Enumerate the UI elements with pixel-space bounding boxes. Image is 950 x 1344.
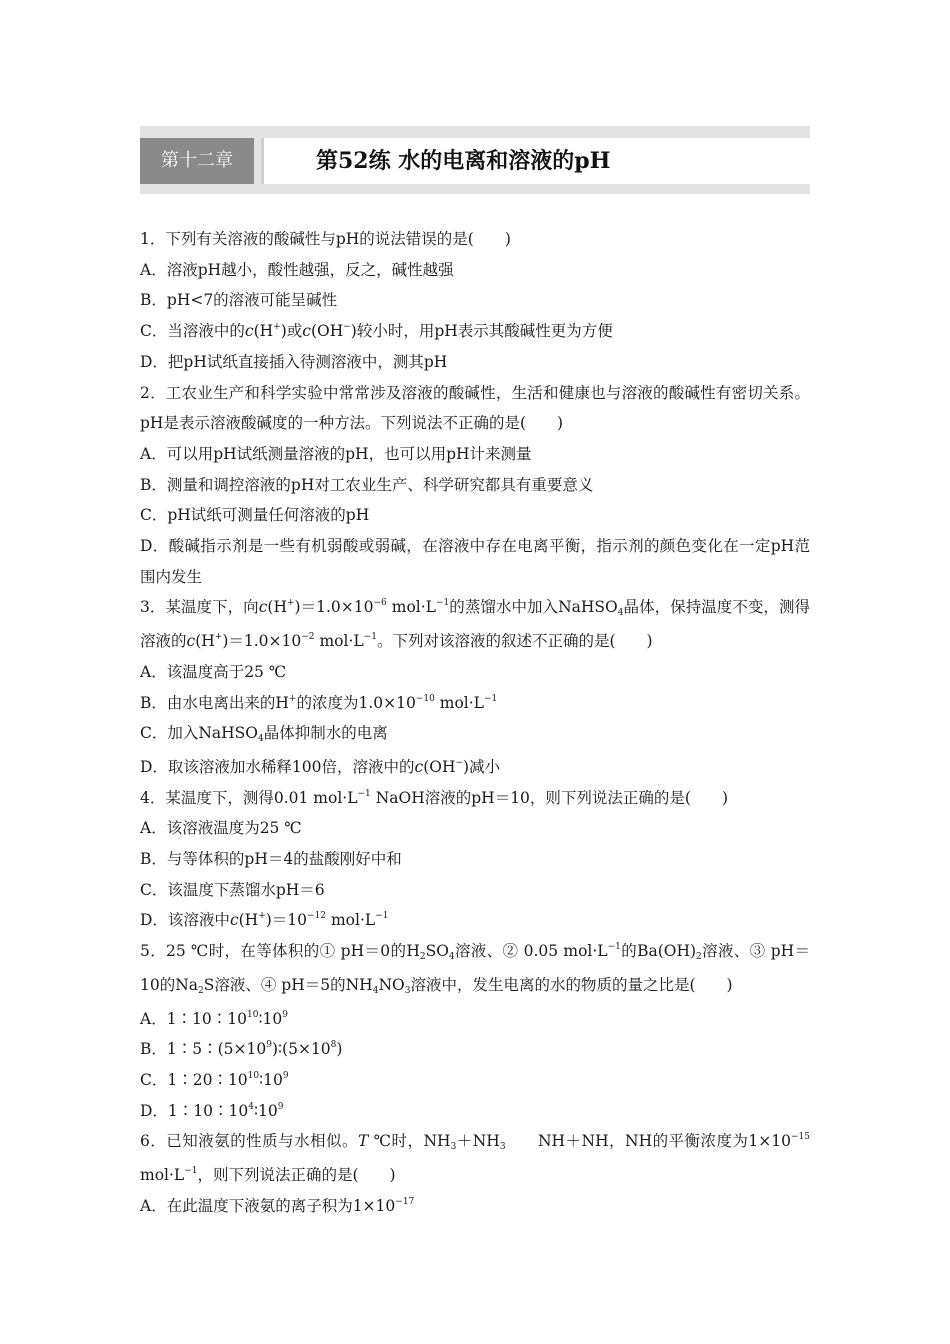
q6-stem: 6．已知液氨的性质与水相似。T ℃时，$NH_3+NH_3$ NH＋NH，NH的平衡浓度为$1\times 10^{-15}$ $mol\cdot L^{-1}$，则下列说法正确的是( ) — [140, 1132, 810, 1185]
q4-option-d: D．该溶液中$c(H^+)=10^{-12}$ $mol\cdot L^{-1}$ — [140, 911, 389, 930]
q5-option-c: C．$1∶20∶10^{10}∶10^9$ — [140, 1070, 289, 1089]
q2-option-a: A．可以用pH试纸测量溶液的pH，也可以用pH计来测量 — [140, 444, 532, 463]
chapter-header — [140, 126, 810, 194]
q1-option-d: D．把pH试纸直接插入待测溶液中，测其pH — [140, 352, 448, 371]
question-list — [140, 224, 810, 1222]
q3-option-a: A．该温度高于25 ℃ — [140, 662, 287, 681]
title-box — [264, 138, 810, 184]
page-title: 第52练 水的电离和溶液的pH — [316, 148, 611, 174]
chapter-label: 第十二章 — [140, 138, 254, 184]
q5-option-a: A．$1∶10∶10^{10}∶10^9$ — [140, 1009, 288, 1028]
q4-option-b: B．与等体积的pH＝4的盐酸刚好中和 — [140, 850, 402, 869]
q4-option-c: C．该温度下蒸馏水pH＝6 — [140, 880, 325, 899]
q5-stem: 5．25 ℃时，在等体积的① pH＝0的$H_2SO_4$溶液、② 0.05 $mol\cdot L^{-1}$的$Ba(OH)_2$溶液、③ pH＝10的$Na_2S$溶液、④ pH＝5的$NH_4NO_3$溶液中，发生电离的水的物质的量之比是( ) — [140, 942, 811, 996]
q2-option-b: B．测量和调控溶液的pH对工农业生产、科学研究都具有重要意义 — [140, 475, 594, 494]
q4-option-a: A．该溶液温度为25 ℃ — [140, 819, 302, 838]
q2-stem: 2．工农业生产和科学实验中常常涉及溶液的酸碱性，生活和健康也与溶液的酸碱性有密切关系。pH是表示溶液酸碱度的一种方法。下列说法不正确的是( ) — [140, 383, 810, 433]
q3-option-c: C．加入NaHSO$_4$晶体抑制水的电离 — [140, 724, 388, 745]
q4-stem: 4．某温度下，测得0.01 $mol\cdot L^{-1}$ NaOH溶液的pH＝10，则下列说法正确的是( ) — [140, 788, 729, 807]
q2-option-c: C．pH试纸可测量任何溶液的pH — [140, 506, 370, 525]
q3-option-d: D．取该溶液加水稀释100倍，溶液中的c(OH−)减小 — [140, 757, 501, 776]
q3-option-b: B．由水电离出来的H+的浓度为$1.0\times 10^{-10}$ $mol\cdot L^{-1}$ — [140, 693, 498, 712]
q1-option-a: A．溶液pH越小，酸性越强，反之，碱性越强 — [140, 260, 454, 279]
q1-option-c: C．当溶液中的c(H+)或c(OH−)较小时，用pH表示其酸碱性更为方便 — [140, 322, 613, 341]
q5-option-d: D．$1∶10∶10^4∶10^9$ — [140, 1101, 284, 1120]
q1-option-b: B．pH<7的溶液可能呈碱性 — [140, 291, 338, 310]
q3-stem: 3．某温度下，向$c(H^+)=1.0\times 10^{-6}$ $mol\cdot L^{-1}$的蒸馏水中加入NaHSO$_4$晶体，保持温度不变，测得溶液的$c(H^+)=1.0\times 10^{-2}$ $mol\cdot L^{-1}$。下列对该溶液的叙述不正确的是( ) — [140, 598, 810, 651]
q5-option-b: B．$1∶5∶(5\times 10^9)∶(5\times 10^8)$ — [140, 1040, 343, 1059]
q6-option-a: A．在此温度下液氨的离子积为$1\times 10^{-17}$ — [140, 1196, 415, 1215]
q2-option-d: D．酸碱指示剂是一些有机弱酸或弱碱，在溶液中存在电离平衡，指示剂的颜色变化在一定pH范围内发生 — [140, 537, 810, 586]
q1-stem: 1．下列有关溶液的酸碱性与pH的说法错误的是( ) — [140, 230, 511, 248]
